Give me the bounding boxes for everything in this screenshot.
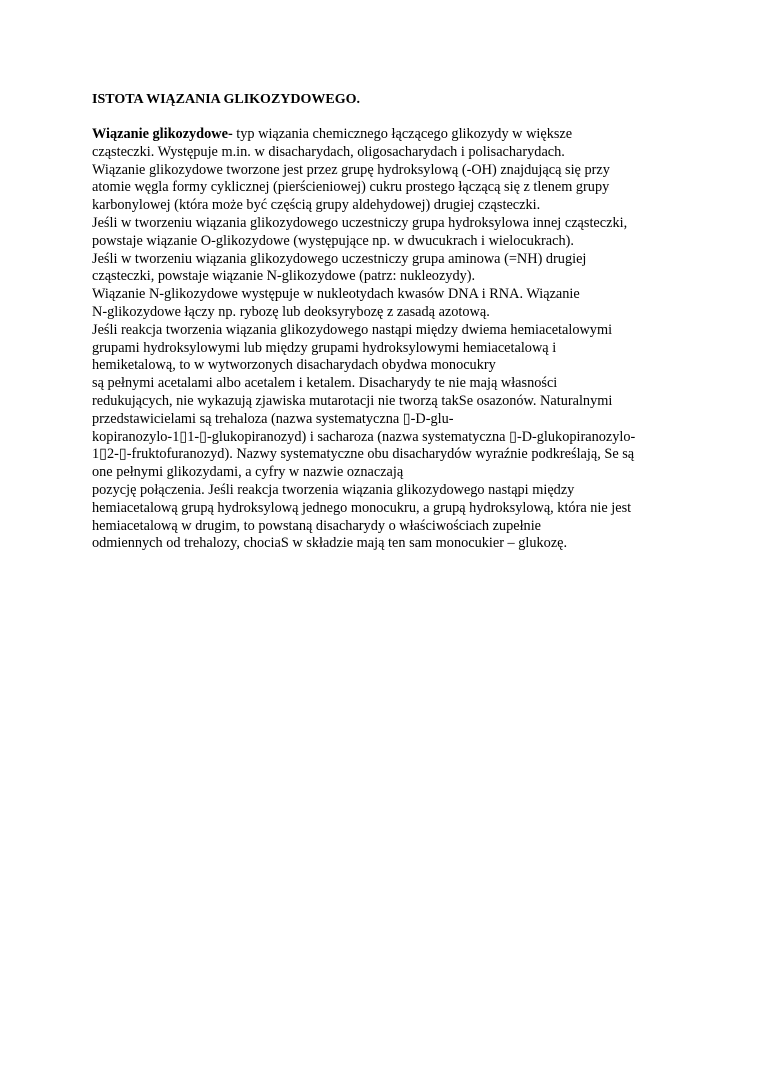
body-line: redukujących, nie wykazują zjawiska mutarotacji nie tworzą takSe osazonów. Naturalnymi — [92, 392, 613, 409]
body-line: Jeśli w tworzeniu wiązania glikozydowego uczestniczy grupa hydroksylowa innej cząsteczki, — [92, 214, 628, 231]
body-line: Jeśli reakcja tworzenia wiązania glikozydowego nastąpi między dwiema hemiacetalowymi — [92, 321, 613, 338]
body-line: Jeśli w tworzeniu wiązania glikozydowego uczestniczy grupa aminowa (=NH) drugiej — [92, 250, 587, 267]
body-line: cząsteczki, powstaje wiązanie N-glikozydowe (patrz: nukleozydy). — [92, 268, 476, 285]
body-line: 1▯2-▯-fruktofuranozyd). Nazwy systematyczne obu disacharydów wyraźnie podkreślają, Se są — [92, 446, 635, 463]
body-line: Wiązanie N-glikozydowe występuje w nukleotydach kwasów DNA i RNA. Wiązanie — [92, 286, 580, 303]
body-line: są pełnymi acetalami albo acetalem i ketalem. Disacharydy te nie mają własności — [92, 375, 558, 392]
body-line: atomie węgla formy cyklicznej (pierścieniowej) cukru prostego łączącą się z tlenem grupy — [92, 179, 610, 196]
body-line: cząsteczki. Występuje m.in. w disacharydach, oligosacharydach i polisacharydach. — [92, 143, 565, 160]
body-line: karbonylowej (która może być częścią grupy aldehydowej) drugiej cząsteczki. — [92, 197, 541, 214]
body-line: kopiranozylo-1▯1-▯-glukopiranozyd) i sacharoza (nazwa systematyczna ▯-D-glukopiranozylo- — [92, 428, 636, 445]
body-line: powstaje wiązanie O-glikozydowe (występujące np. w dwucukrach i wielocukrach). — [92, 232, 574, 249]
body-line-text: typ wiązania chemicznego łączącego glikozydy w większe — [232, 126, 573, 142]
body-line: grupami hydroksylowymi lub między grupami hydroksylowymi hemiacetalową i — [92, 339, 557, 356]
document-body — [92, 126, 692, 553]
defined-term: Wiązanie glikozydowe- — [92, 126, 233, 142]
body-line: hemiacetalową grupą hydroksylową jednego monocukru, a grupą hydroksylową, która nie jest — [92, 499, 632, 516]
body-line: hemiacetalową w drugim, to powstaną disacharydy o właściwościach zupełnie — [92, 517, 542, 534]
body-line: pozycję połączenia. Jeśli reakcja tworzenia wiązania glikozydowego nastąpi między — [92, 481, 575, 498]
body-line: Wiązanie glikozydowe tworzone jest przez grupę hydroksylową (-OH) znajdującą się przy — [92, 161, 610, 178]
body-line: N-glikozydowe łączy np. rybozę lub deoksyrybozę z zasadą azotową. — [92, 303, 490, 320]
body-line — [92, 126, 692, 144]
body-line: hemiketalową, to w wytworzonych disacharydach obydwa monocukry — [92, 357, 496, 374]
document-page — [92, 91, 692, 553]
body-line: odmiennych od trehalozy, chociaS w składzie mają ten sam monocukier – glukozę. — [92, 535, 568, 552]
document-title: ISTOTA WIĄZANIA GLIKOZYDOWEGO. — [92, 92, 361, 107]
body-line: przedstawicielami są trehaloza (nazwa systematyczna ▯-D-glu- — [92, 410, 454, 427]
body-line: one pełnymi glikozydami, a cyfry w nazwie oznaczają — [92, 464, 404, 481]
